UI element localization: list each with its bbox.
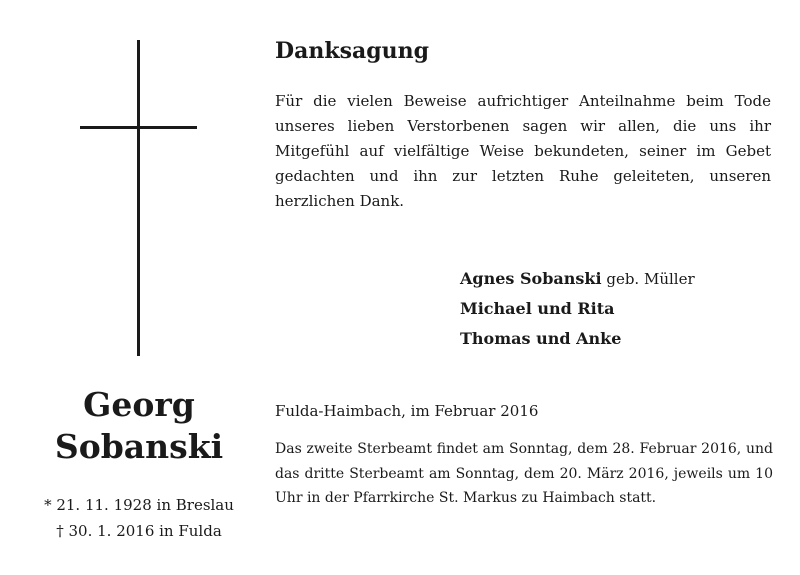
signer-line xyxy=(460,294,695,324)
deceased-first-name: Georg xyxy=(83,385,195,424)
cross-icon-vertical xyxy=(137,40,140,356)
signer-note: geb. Müller xyxy=(601,270,695,288)
life-dates xyxy=(28,492,250,544)
birth-date: * 21. 11. 1928 in Breslau xyxy=(44,496,234,514)
thanks-text: Für die vielen Beweise aufrichtiger Anteilnahme beim Tode unseres lieben Verstorbenen sagen wir allen, die uns ihr Mitgefühl auf vielfältige Weise bekundeten, seiner im Gebet gedachten und ihn zur letzten Ruhe geleiteten, unseren herzlichen Dank. xyxy=(275,92,771,210)
signers xyxy=(460,264,695,354)
heading: Danksagung xyxy=(275,38,429,64)
signer-line xyxy=(460,324,695,354)
service-text: Das zweite Sterbeamt findet am Sonntag, dem 28. Februar 2016, und das dritte Sterbeamt am Sonntag, dem 20. März 2016, jeweils um 10 Uhr in der Pfarrkirche St. Markus zu Haimbach statt. xyxy=(275,441,773,506)
deceased-name xyxy=(28,384,250,468)
cross-icon-horizontal xyxy=(80,126,197,129)
place-date: Fulda-Haimbach, im Februar 2016 xyxy=(275,402,539,420)
signer-name: Agnes Sobanski xyxy=(460,269,602,288)
deceased-last-name: Sobanski xyxy=(54,427,224,466)
signer-name: Michael und Rita xyxy=(460,299,615,318)
signer-name: Thomas und Anke xyxy=(460,329,622,348)
signer-line xyxy=(460,264,695,294)
death-date: † 30. 1. 2016 in Fulda xyxy=(56,522,222,540)
